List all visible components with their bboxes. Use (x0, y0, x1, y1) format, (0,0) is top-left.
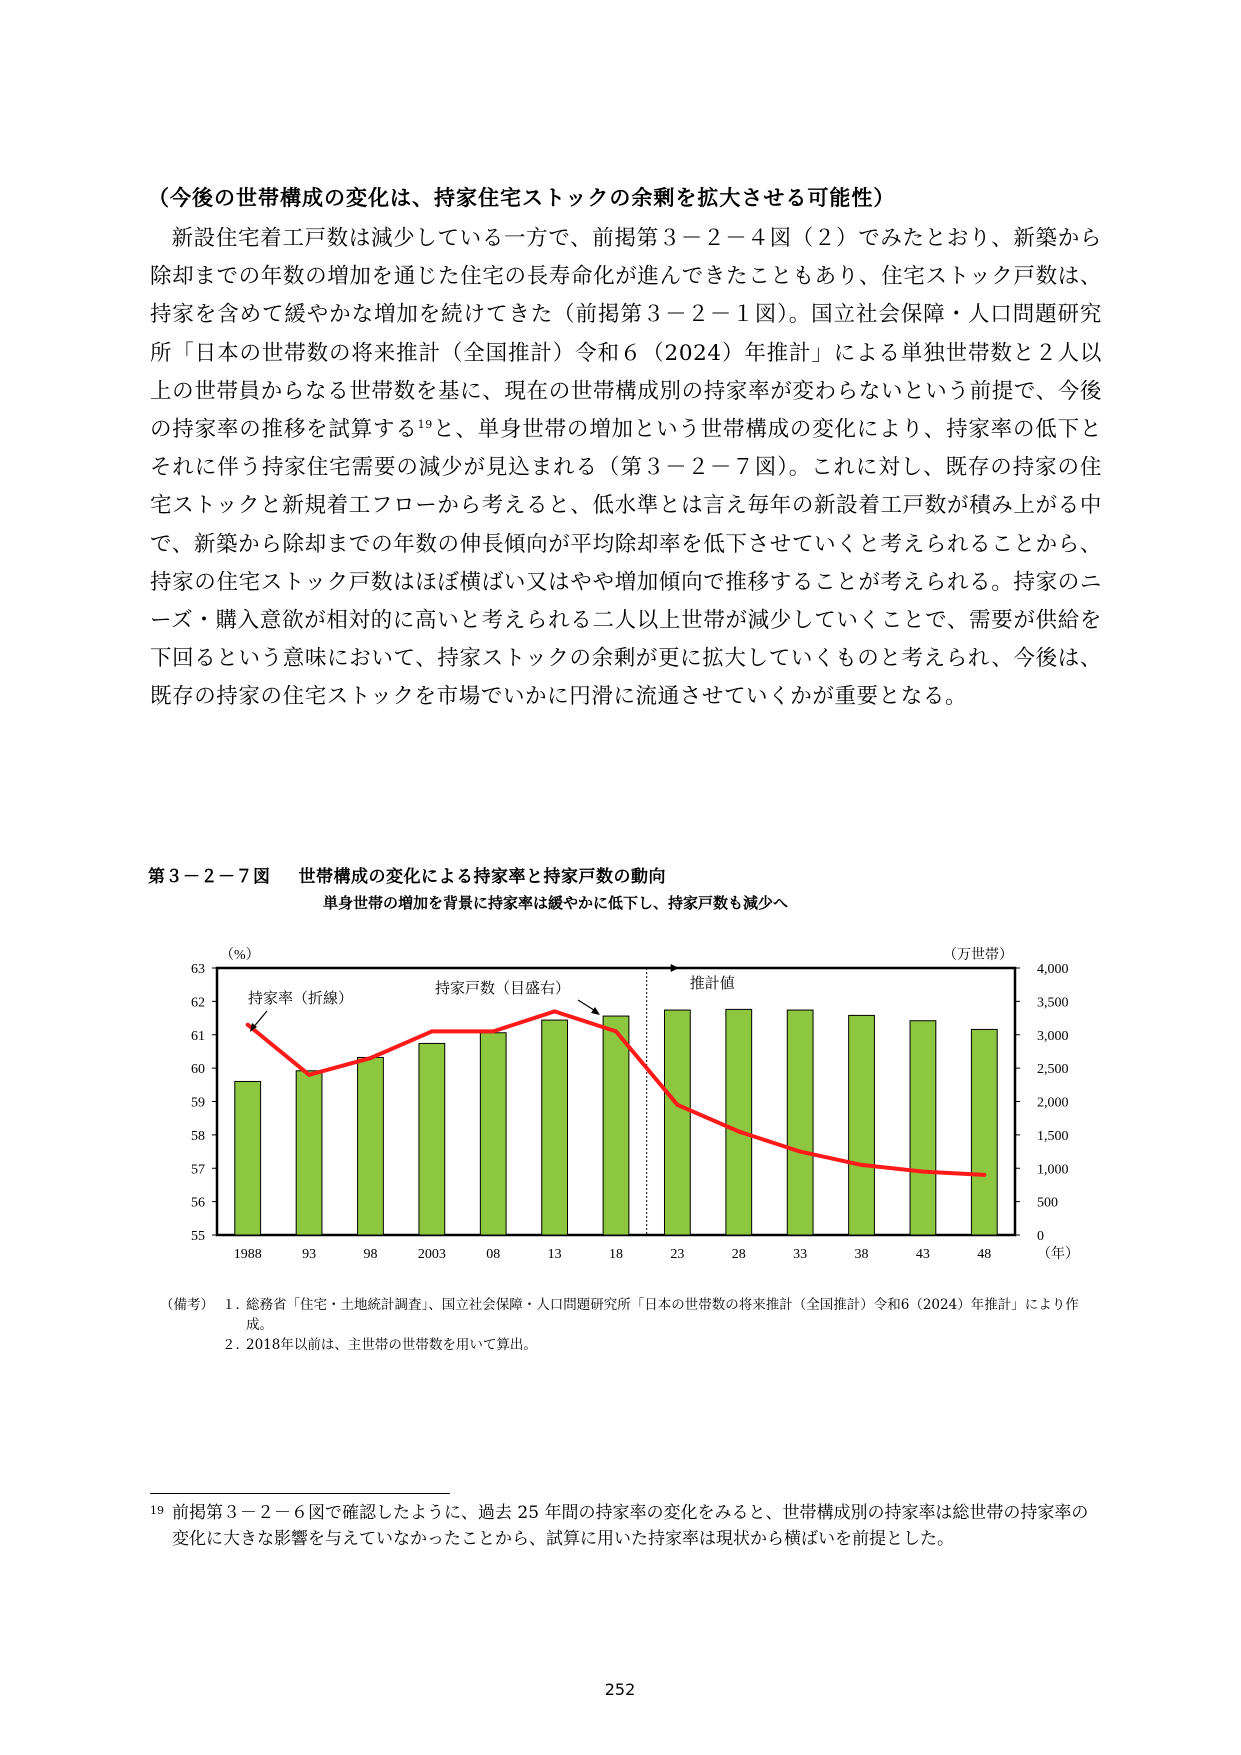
body-text-part-1: 新設住宅着工戸数は減少している一方で、前掲第３－２－４図（２）でみたとおり、新築から除却までの年数の増加を通じた住宅の長寿命化が進んできたこともあり、住宅ストック戸数は、持家を含めて緩やかな増加を続けてきた（前掲第３－２－１図）。国立社会保障・人口問題研究所「日本の世帯数の将来推計（全国推計）令和６（2024）年推計」による単独世帯数と２人以上の世帯員からなる世帯数を基に、現在の世帯構成別の持家率が変わらないという前提で、今後の持家率の推移を試算する (150, 226, 1102, 443)
line-point-homeownership-rate (921, 1170, 925, 1174)
line-point-homeownership-rate (798, 1150, 802, 1154)
bar-owned-households (664, 1010, 690, 1235)
x-tick-label: 13 (547, 1247, 562, 1262)
projection-label: 推計値 (689, 976, 735, 992)
right-axis-tick-label: 4,000 (1037, 962, 1069, 977)
body-text-part-2: と、単身世帯の増加という世帯構成の変化により、持家率の低下とそれに伴う持家住宅需要の減少が見込まれる（第３－２－７図）。これに対し、既存の持家の住宅ストックと新規着工フローから考えると、低水準とは言え毎年の新設着工戸数が積み上がる中で、新築から除却までの年数の伸長傾向が平均除却率を低下させていくと考えられることから、持家の住宅ストック戸数はほぼ横ばい又はやや増加傾向で推移することが考えられる。持家のニーズ・購入意欲が相対的に高いと考えられる二人以上世帯が減少していくことで、需要が供給を下回るという意味において、持家ストックの余剰が更に拡大していくものと考えられ、今後は、既存の持家の住宅ストックを市場でいかに円滑に流通させていくかが重要となる。 (150, 417, 1102, 710)
note-text: 2018年以前は、主世帯の世帯数を用いて算出。 (246, 1337, 537, 1353)
right-axis-tick-label: 1,500 (1037, 1128, 1069, 1144)
left-axis-tick-label: 59 (191, 1095, 205, 1111)
figure-title (148, 862, 666, 887)
figure-title-text: 世帯構成の変化による持家率と持家戸数の動向 (298, 867, 666, 887)
right-axis-tick-label: 0 (1037, 1229, 1044, 1244)
x-tick-label: 28 (731, 1247, 746, 1262)
left-axis-tick-label: 55 (191, 1229, 205, 1244)
x-tick-label: 93 (302, 1247, 317, 1262)
section-heading: （今後の世帯構成の変化は、持家住宅ストックの余剰を拡大させる可能性） (148, 186, 896, 210)
bar-series-annotation: 持家戸数（目盛右） (435, 981, 571, 997)
page-number: 252 (604, 1680, 636, 1699)
right-axis-tick-label: 500 (1037, 1195, 1058, 1211)
right-axis-tick-label: 1,000 (1037, 1162, 1069, 1178)
line-point-homeownership-rate (307, 1073, 311, 1077)
housing-chart (160, 945, 1080, 1270)
left-axis-tick-label: 57 (191, 1162, 205, 1178)
bar-owned-households (971, 1029, 997, 1235)
bar-owned-households (480, 1033, 506, 1235)
right-axis-tick-label: 2,500 (1037, 1062, 1069, 1078)
line-point-homeownership-rate (737, 1130, 741, 1134)
x-tick-label: 1988 (233, 1247, 262, 1262)
x-tick-label: 18 (609, 1247, 623, 1262)
right-axis-label: （万世帯） (943, 948, 1013, 963)
note-text: 総務省「住宅・土地統計調査」、国立社会保障・人口問題研究所「日本の世帯数の将来推計（全国推計）令和6（2024）年推計」により作成。 (246, 1297, 1079, 1333)
bar-owned-households (603, 1016, 629, 1235)
line-point-homeownership-rate (491, 1029, 495, 1033)
body-paragraph (150, 220, 1102, 717)
bar-owned-households (787, 1010, 813, 1235)
footnote-mark: 19 (150, 1504, 164, 1517)
left-axis-tick-label: 61 (191, 1028, 205, 1044)
figure-subtitle: 単身世帯の増加を背景に持家率は緩やかに低下し、持家戸数も減少へ (323, 894, 789, 912)
left-axis-label: （%） (220, 948, 260, 963)
figure-notes (160, 1295, 1080, 1355)
line-point-homeownership-rate (553, 1009, 557, 1013)
note-number: １． (222, 1297, 249, 1313)
line-point-homeownership-rate (614, 1029, 618, 1033)
x-tick-label: 23 (670, 1247, 685, 1262)
line-point-homeownership-rate (860, 1163, 864, 1167)
footnote-reference[interactable]: 19 (417, 417, 433, 431)
x-axis-unit-label: （年） (1037, 1247, 1079, 1262)
bar-owned-households (542, 1020, 568, 1235)
footnote-divider (150, 1493, 450, 1494)
left-axis-tick-label: 63 (191, 962, 205, 977)
left-axis-tick-label: 62 (191, 995, 205, 1011)
line-point-homeownership-rate (675, 1103, 679, 1107)
note-item (160, 1295, 1080, 1335)
projection-arrow-head (671, 964, 679, 972)
notes-label: （備考） (160, 1297, 214, 1313)
footnote-text: 前掲第３－２－６図で確認したように、過去 25 年間の持家率の変化をみると、世帯構成別の持家率は総世帯の持家率の変化に大きな影響を与えていなかったことから、試算に用いた持家率は現状から横ばいを前提とした。 (172, 1503, 1089, 1549)
x-tick-label: 98 (363, 1247, 378, 1262)
line-point-homeownership-rate (982, 1173, 986, 1177)
bar-owned-households (296, 1071, 322, 1235)
bar-annotation-arrow-head (591, 1007, 600, 1015)
right-axis-tick-label: 3,500 (1037, 995, 1069, 1011)
x-tick-label: 43 (915, 1247, 930, 1262)
bar-owned-households (235, 1081, 261, 1235)
x-tick-label: 2003 (417, 1247, 446, 1262)
right-axis-tick-label: 3,000 (1037, 1028, 1069, 1044)
bar-owned-households (910, 1021, 936, 1235)
left-axis-tick-label: 58 (191, 1128, 205, 1144)
bar-owned-households (849, 1015, 875, 1235)
line-series-annotation: 持家率（折線） (248, 991, 354, 1007)
left-axis-tick-label: 60 (191, 1062, 205, 1078)
figure-number: 第３－２－７図 (148, 867, 271, 887)
bar-owned-households (419, 1043, 445, 1235)
line-point-homeownership-rate (368, 1056, 372, 1060)
line-point-homeownership-rate (430, 1029, 434, 1033)
x-tick-label: 08 (486, 1247, 501, 1262)
x-tick-label: 38 (854, 1247, 869, 1262)
left-axis-tick-label: 56 (191, 1195, 205, 1211)
bar-owned-households (358, 1057, 384, 1235)
right-axis-tick-label: 2,000 (1037, 1095, 1069, 1111)
bar-owned-households (726, 1009, 752, 1235)
x-tick-label: 33 (793, 1247, 808, 1262)
x-tick-label: 48 (977, 1247, 992, 1262)
note-number: ２． (222, 1337, 249, 1353)
line-point-homeownership-rate (246, 1023, 250, 1027)
footnote (150, 1500, 1102, 1552)
note-item (160, 1335, 1080, 1355)
